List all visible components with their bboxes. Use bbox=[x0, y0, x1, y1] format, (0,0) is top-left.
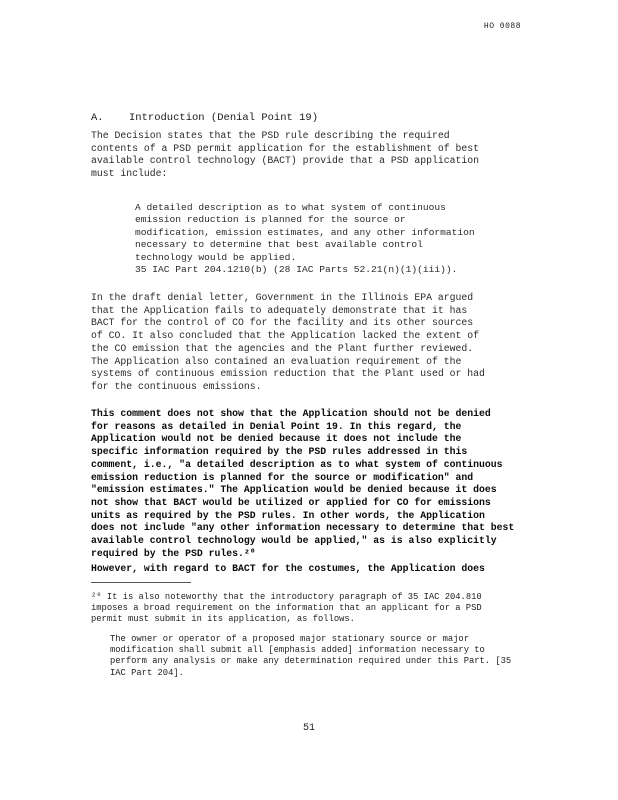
text-line: emission reduction is planned for the source or modification" and bbox=[91, 471, 474, 483]
text-line: comment, i.e., "a detailed description as to what system of continuous bbox=[91, 458, 503, 470]
draft-denial-paragraph bbox=[91, 292, 521, 394]
text-line: units as required by the PSD rules. In other words, the Application bbox=[91, 509, 485, 521]
text-line: technology would be applied. bbox=[135, 251, 297, 263]
comment-response-paragraph bbox=[91, 408, 521, 560]
text-line: for the continuous emissions. bbox=[91, 380, 262, 392]
text-line: Application would not be denied because it does not include the bbox=[91, 433, 462, 445]
text-line: necessary to determine that best available control bbox=[135, 239, 423, 251]
text-line: In the draft denial letter, Government in the Illinois EPA argued bbox=[91, 292, 474, 303]
intro-paragraph bbox=[91, 130, 521, 181]
text-line: for reasons as detailed in Denial Point 19. In this regard, the bbox=[91, 420, 462, 432]
text-line: BACT for the control of CO for the facility and its other sources bbox=[91, 317, 474, 329]
text-line: However, with regard to BACT for the costumes, the Application does bbox=[91, 563, 485, 574]
section-number: A. bbox=[91, 112, 104, 124]
text-line: available control technology (BACT) provide that a PSD application bbox=[91, 155, 480, 167]
text-line: specific information required by the PSD rules addressed in this bbox=[91, 446, 468, 458]
text-line: The Decision states that the PSD rule describing the required bbox=[91, 130, 450, 141]
text-line: must include: bbox=[91, 168, 168, 180]
text-line: that the Application fails to adequately demonstrate that it has bbox=[91, 304, 468, 316]
text-line: required by the PSD rules.²⁰ bbox=[91, 547, 256, 559]
footnote-quote bbox=[110, 634, 520, 679]
text-line: The Application also contained an evaluation requirement of the bbox=[91, 355, 462, 367]
page-number: 51 bbox=[302, 723, 315, 734]
text-line: permit must submit in its application, as follows. bbox=[91, 614, 355, 625]
document-id-header: HO 0088 bbox=[483, 22, 521, 31]
text-line: modification shall submit all [emphasis added] information necessary to bbox=[110, 645, 485, 656]
text-line: the CO emission that the agencies and the Plant further reviewed. bbox=[91, 342, 474, 354]
text-line: emission reduction is planned for the source or bbox=[135, 214, 406, 226]
text-line: available control technology would be applied," as is also explicitly bbox=[91, 535, 497, 547]
text-line: systems of continuous emission reduction that the Plant used or had bbox=[91, 368, 485, 380]
text-line: modification, emission estimates, and any other information bbox=[135, 226, 475, 238]
footnote-divider bbox=[91, 582, 191, 583]
text-line: IAC Part 204]. bbox=[110, 667, 184, 678]
block-quote bbox=[135, 202, 515, 276]
text-line: perform any analysis or make any determination required under this Part. [35 bbox=[110, 656, 512, 667]
text-line: "emission estimates." The Application would be denied because it does bbox=[91, 484, 497, 496]
footnote bbox=[91, 592, 521, 626]
bact-paragraph bbox=[91, 563, 521, 576]
text-line: not show that BACT would be utilized or applied for CO for emissions bbox=[91, 496, 491, 508]
text-line: of CO. It also concluded that the Application lacked the extent of bbox=[91, 330, 480, 342]
section-heading bbox=[91, 112, 318, 124]
text-line: 35 IAC Part 204.1210(b) (28 IAC Parts 52.21(n)(1)(iii)). bbox=[135, 264, 458, 276]
text-line: imposes a broad requirement on the information that an applicant for a PSD bbox=[91, 603, 482, 614]
text-line: contents of a PSD permit application for the establishment of best bbox=[91, 142, 480, 154]
text-line: A detailed description as to what system of continuous bbox=[135, 202, 446, 213]
text-line: The owner or operator of a proposed major stationary source or major bbox=[110, 634, 469, 644]
section-title: Introduction (Denial Point 19) bbox=[129, 112, 319, 124]
text-line: This comment does not show that the Application should not be denied bbox=[91, 408, 491, 419]
text-line: does not include "any other information necessary to determine that best bbox=[91, 522, 515, 534]
text-line: ²⁰ It is also noteworthy that the introductory paragraph of 35 IAC 204.810 bbox=[91, 592, 482, 602]
